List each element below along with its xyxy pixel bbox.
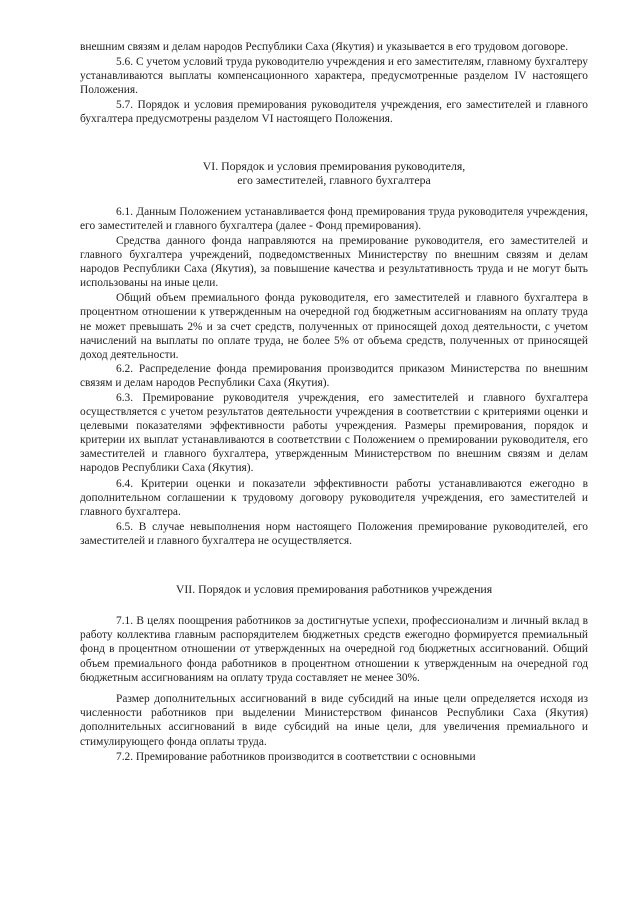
section-6-heading xyxy=(80,159,588,188)
section-7-body xyxy=(80,614,588,765)
paragraph-6-2: 6.2. Распределение фонда премирования производится приказом Министерства по внешним связям и делам народов Республики Саха (Якутия). xyxy=(80,362,588,389)
paragraph-6-1-funds: Средства данного фонда направляются на премирование руководителя, его заместителей и главного бухгалтера учреждений, подведомственных Министерству по внешним связям и делам народов Республики Саха (Якутия), за повышение качества и результативность труда и не могут быть использованы на иные цели. xyxy=(80,234,588,290)
paragraph-5-6: 5.6. С учетом условий труда руководителю учреждения и его заместителям, главному бухгалтеру устанавливаются выплаты компенсационного характера, предусмотренные разделом IV настоящего Положения. xyxy=(80,56,588,97)
paragraph-continued: внешним связям и делам народов Республики Саха (Якутия) и указывается в его трудовом договоре. xyxy=(80,41,569,53)
paragraph-5-7: 5.7. Порядок и условия премирования руководителя учреждения, его заместителей и главного бухгалтера предусмотрены разделом VI настоящего Положения. xyxy=(80,99,588,126)
section-7-heading-line: VII. Порядок и условия премирования работников учреждения xyxy=(175,582,493,596)
paragraph-6-1-total: Общий объем премиального фонда руководителя, его заместителей и главного бухгалтера в процентном отношении к утвержденным на очередной год бюджетным ассигнованиям на оплату труда не может превышать 2% и за счет средств, полученных от приносящей доход деятельности, с учетом начислений на выплаты по оплате труда, не более 5% от объема средств, полученных от приносящей доход деятельности. xyxy=(80,292,588,361)
paragraph-7-1-extra: Размер дополнительных ассигнований в виде субсидий на иные цели определяется исходя из численности работников при выделении Министерством финансов Республики Саха (Якутия) дополнительных ассигнований в виде субсидий на иные цели, для увеличения премиального и стимулирующего фонда оплаты труда. xyxy=(80,692,588,748)
paragraph-7-2: 7.2. Премирование работников производится в соответствии с основными xyxy=(116,751,476,764)
section-6-heading-line-1: VI. Порядок и условия премирования руководителя, xyxy=(202,158,466,173)
paragraph-6-5: 6.5. В случае невыполнения норм настоящего Положения премирование руководителей, его заместителей и главного бухгалтера не осуществляется. xyxy=(80,520,588,547)
paragraph-6-4: 6.4. Критерии оценки и показатели эффективности работы устанавливаются ежегодно в дополнительном соглашении к трудовому договору руководителя учреждения, его заместителей и главного бухгалтера. xyxy=(80,477,588,518)
section-7-heading xyxy=(80,582,588,597)
paragraph-6-3: 6.3. Премирование руководителя учреждения, его заместителей и главного бухгалтера осуществляется с учетом результатов деятельности учреждения в соответствии с критериями оценки и целевыми показателями эффективности работы учреждения. Размеры премирования, порядок и критерии их выплат устанавливаются в соответствии с Положением о премировании руководителя, его заместителей и главного бухгалтера, утвержденным Министерством по внешним связям и делам народов Республики Саха (Якутия). xyxy=(80,391,588,475)
section-6-heading-line-2: его заместителей, главного бухгалтера xyxy=(237,173,431,188)
paragraph-6-1: 6.1. Данным Положением устанавливается фонд премирования труда руководителя учреждения, его заместителей и главного бухгалтера (далее - Фонд премирования). xyxy=(80,205,588,232)
paragraph-7-1: 7.1. В целях поощрения работников за достигнутые успехи, профессионализм и личный вклад в работу коллектива главным распорядителем бюджетных средств ежегодно формируется премиальный фонд в процентном отношении от утвержденных на очередной год бюджетных ассигнований. Общий объем премиального фонда работников в процентном отношении к утвержденным на очередной год бюджетным ассигнованиям на оплату труда составляет не менее 30%. xyxy=(80,614,588,685)
